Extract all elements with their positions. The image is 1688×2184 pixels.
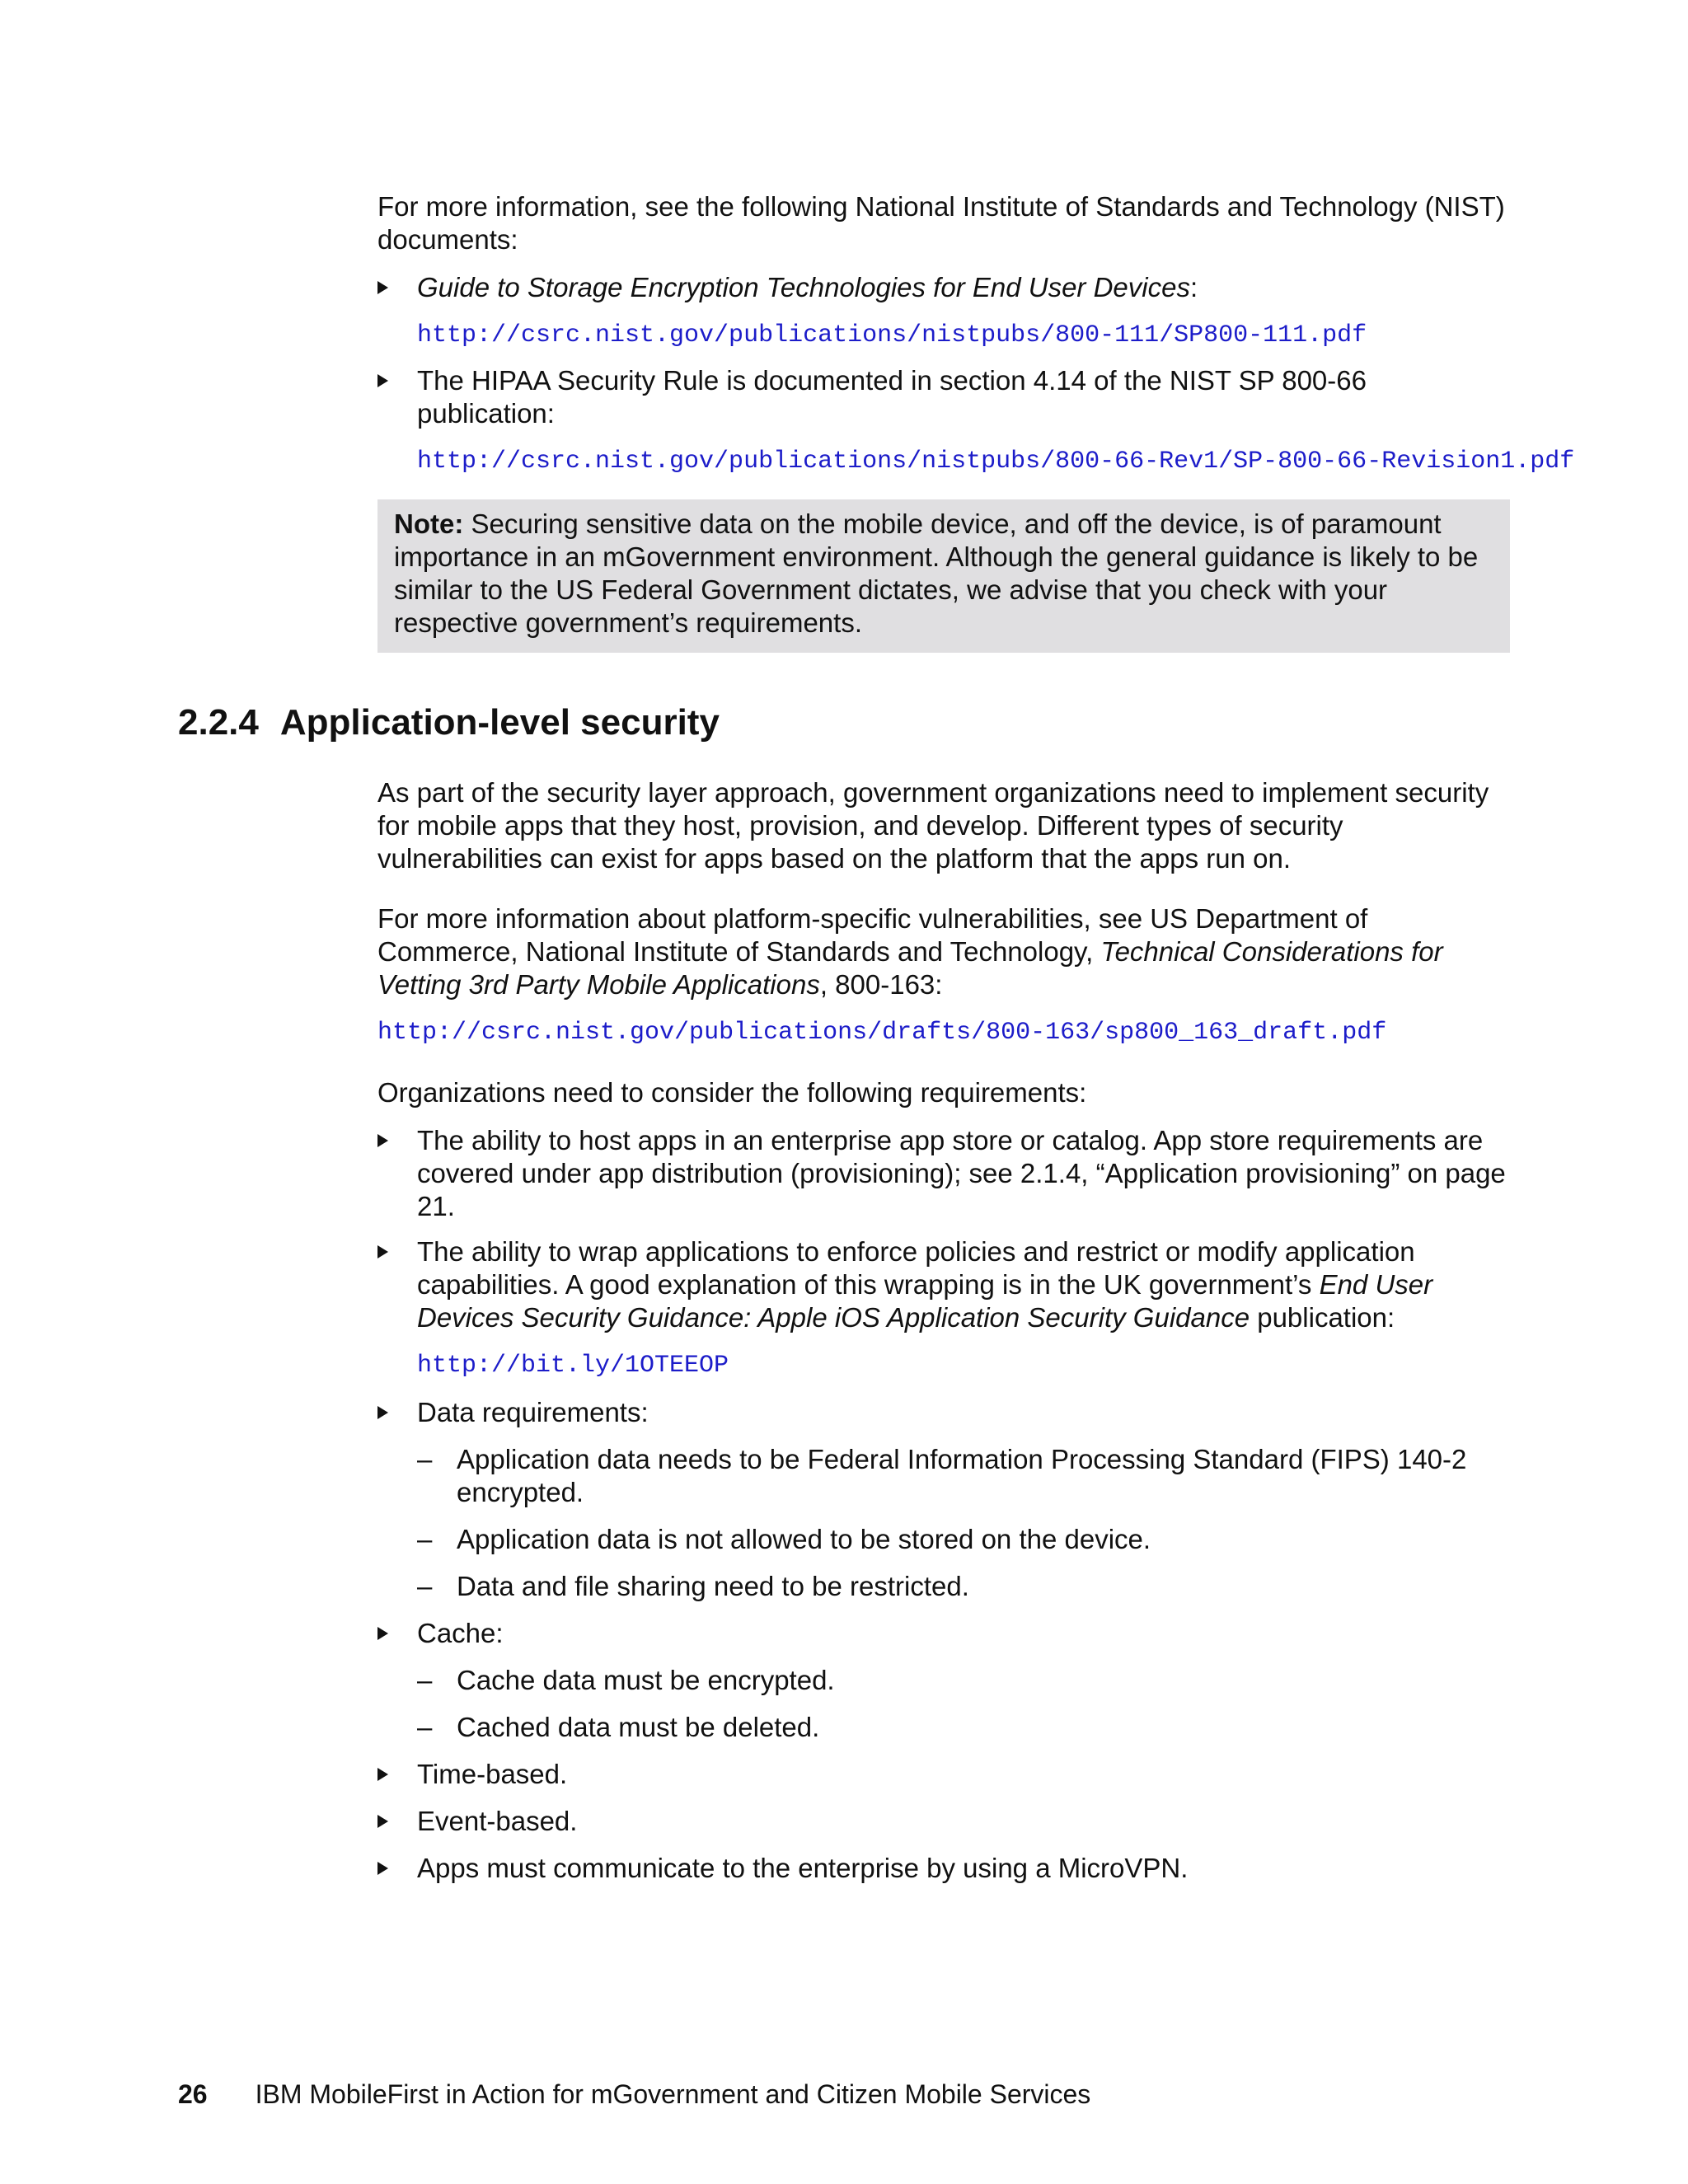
bullet-triangle-icon xyxy=(377,1134,388,1147)
nist-doc-link[interactable]: http://csrc.nist.gov/publications/nistpubs/800-111/SP800-111.pdf xyxy=(417,321,1367,349)
intro-paragraph: For more information, see the following National Institute of Standards and Technology (NIST) documents: xyxy=(377,191,1505,255)
book-title: IBM MobileFirst in Action for mGovernment and Citizen Mobile Services xyxy=(255,2079,1091,2109)
body-paragraph xyxy=(377,902,1515,1001)
requirement-text: Cache: xyxy=(417,1618,504,1648)
requirement-text: Data requirements: xyxy=(417,1397,649,1427)
section-number: 2.2.4 xyxy=(178,702,259,743)
sub-requirement-text: Cached data must be deleted. xyxy=(457,1712,820,1742)
body-paragraph: As part of the security layer approach, government organizations need to implement security for mobile apps that they host, provision, and develop. Different types of security vulnerabilities can exist for apps based on the platform that the apps run on. xyxy=(377,777,1489,874)
note-body: Securing sensitive data on the mobile device, and off the device, is of paramount importance in an mGovernment environment. Although the general guidance is likely to be similar to the US Federal Government dictates, we advise that you check with your respective government’s requirements. xyxy=(394,509,1479,638)
sub-requirement-text: Application data needs to be Federal Information Processing Standard (FIPS) 140-2 encrypted. xyxy=(457,1444,1467,1507)
sub-requirement-text: Application data is not allowed to be stored on the device. xyxy=(457,1524,1151,1554)
body-paragraph: Organizations need to consider the following requirements: xyxy=(377,1077,1087,1108)
document-title: Technical Considerations for Vetting 3rd Party Mobile Applications xyxy=(377,936,1443,1000)
dash-bullet: – xyxy=(417,1665,433,1695)
requirement-text: Time-based. xyxy=(417,1759,568,1789)
bullet-triangle-icon xyxy=(377,1862,388,1875)
sub-requirement-text: Cache data must be encrypted. xyxy=(457,1665,835,1695)
title-suffix: : xyxy=(1189,272,1198,302)
dash-bullet: – xyxy=(417,1571,433,1601)
requirement-text xyxy=(417,1235,1515,1334)
section-title: Application-level security xyxy=(279,702,720,743)
bullet-triangle-icon xyxy=(377,374,388,387)
requirement-text-part: The ability to wrap applications to enforce policies and restrict or modify application capabilities. A good explanation of this wrapping is in the UK government’s xyxy=(417,1236,1415,1300)
dash-bullet: – xyxy=(417,1524,433,1554)
guidance-link[interactable]: http://bit.ly/1OTEEOP xyxy=(417,1352,729,1380)
bullet-triangle-icon xyxy=(377,281,388,294)
note-box xyxy=(377,499,1510,653)
paragraph-text: , 800-163: xyxy=(819,969,943,1000)
nist-doc-link[interactable]: http://csrc.nist.gov/publications/nistpubs/800-66-Rev1/SP-800-66-Revision1.pdf xyxy=(417,448,1575,476)
section-heading xyxy=(178,701,720,744)
nist-doc-link[interactable]: http://csrc.nist.gov/publications/drafts/800-163/sp800_163_draft.pdf xyxy=(377,1019,1387,1047)
bullet-triangle-icon xyxy=(377,1627,388,1640)
requirement-text-part: publication: xyxy=(1250,1302,1395,1333)
bullet-triangle-icon xyxy=(377,1406,388,1419)
note-label: Note: xyxy=(394,509,464,539)
page-number: 26 xyxy=(178,2079,208,2109)
bullet-triangle-icon xyxy=(377,1815,388,1828)
document-title: Guide to Storage Encryption Technologies for End User Devices xyxy=(417,272,1190,302)
bullet-triangle-icon xyxy=(377,1245,388,1258)
sub-requirement-text: Data and file sharing need to be restricted. xyxy=(457,1571,969,1601)
page-footer xyxy=(178,2078,1090,2111)
dash-bullet: – xyxy=(417,1444,433,1474)
nist-doc-text: The HIPAA Security Rule is documented in section 4.14 of the NIST SP 800-66 publication: xyxy=(417,365,1367,429)
requirement-text: The ability to host apps in an enterprise app store or catalog. App store requirements are covered under app distribution (provisioning); see 2.1.4, “Application provisioning” on page 21. xyxy=(417,1125,1506,1221)
document-title: End User Devices Security Guidance: Apple iOS Application Security Guidance xyxy=(417,1269,1433,1333)
note-text xyxy=(394,508,1498,640)
paragraph-text: For more information about platform-specific vulnerabilities, see US Department of Commerce, National Institute of Standards and Technology, xyxy=(377,903,1368,967)
bullet-triangle-icon xyxy=(377,1768,388,1781)
nist-doc-title xyxy=(417,271,1513,304)
requirement-text: Apps must communicate to the enterprise by using a MicroVPN. xyxy=(417,1853,1189,1883)
requirement-text: Event-based. xyxy=(417,1806,578,1836)
dash-bullet: – xyxy=(417,1712,433,1742)
